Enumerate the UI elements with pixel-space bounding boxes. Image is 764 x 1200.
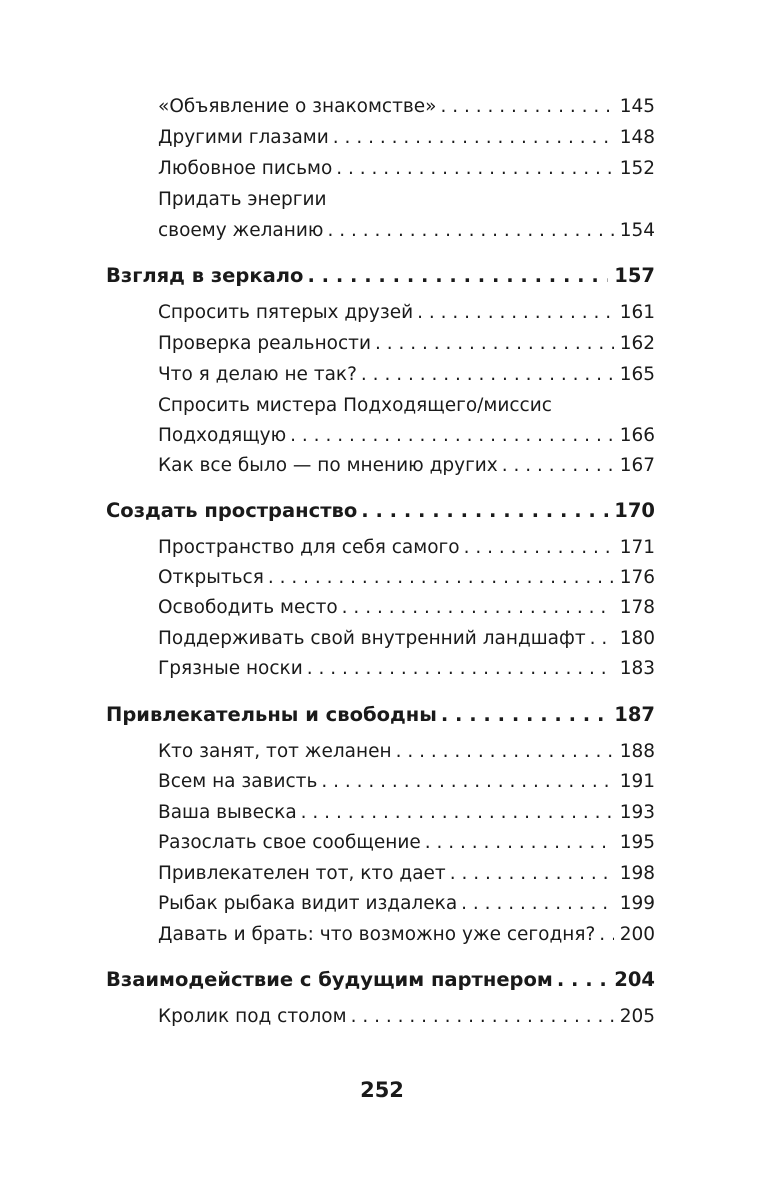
toc-entry [158, 333, 655, 354]
toc-leader-dots [375, 333, 614, 354]
toc-leader-dots [590, 628, 614, 649]
toc-entry-title: Поддерживать свой внутренний ландшафт [158, 628, 586, 649]
toc-entry [158, 96, 655, 117]
toc-entry-title: Разослать свое сообщение [158, 832, 421, 853]
toc-section-page: 204 [614, 968, 655, 991]
toc-entry [158, 924, 655, 945]
toc-leader-dots [327, 220, 613, 241]
toc-entry-page: 145 [619, 96, 655, 117]
toc-entry [158, 302, 655, 323]
toc-leader-dots [268, 567, 614, 588]
toc-leader-dots [396, 741, 614, 762]
toc-entry-page: 165 [619, 364, 655, 385]
toc-entry-page: 166 [619, 425, 655, 446]
toc-entry-title: Другими глазами [158, 127, 329, 148]
toc-entry-page: 198 [619, 863, 655, 884]
toc-section-page: 187 [614, 703, 655, 726]
toc-section [106, 703, 655, 726]
toc-entry-title: своему желанию [158, 220, 324, 241]
toc-entry-title: Всем на зависть [158, 771, 318, 792]
toc-entry-page: 152 [619, 158, 655, 179]
toc-entry [158, 1006, 655, 1027]
toc-entry-page: 205 [619, 1006, 655, 1027]
toc-section-title: Привлекательны и свободны [106, 703, 437, 726]
toc-entry-page: 162 [619, 333, 655, 354]
toc-entry-title: Подходящую [158, 425, 287, 446]
toc-entry [158, 597, 655, 618]
toc-section-page: 170 [614, 499, 655, 522]
toc-entry-title: Спросить пятерых друзей [158, 302, 414, 323]
toc-entry-title: Кто занят, тот желанен [158, 741, 392, 762]
toc-leader-dots [361, 364, 614, 385]
toc-entry-page: 191 [619, 771, 655, 792]
toc-leader-dots [450, 863, 614, 884]
toc-entry [158, 658, 655, 679]
toc-entry-page: 200 [619, 924, 655, 945]
toc-entry [158, 863, 655, 884]
toc-leader-dots [440, 96, 613, 117]
toc-section-title: Взгляд в зеркало [106, 264, 304, 287]
toc-entry-title: Как все было — по мнению других [158, 455, 498, 476]
toc-entry-title: Грязные носки [158, 658, 303, 679]
toc-entry-page: 167 [619, 455, 655, 476]
toc-leader-dots [417, 302, 614, 323]
toc-leader-dots [307, 658, 614, 679]
toc-leader-dots [502, 455, 614, 476]
toc-entry [158, 893, 655, 914]
toc-entry-first-line [158, 189, 655, 210]
toc-entry-title: Проверка реальности [158, 333, 371, 354]
toc-leader-dots [557, 968, 608, 991]
toc-entry [158, 567, 655, 588]
toc-section [106, 264, 655, 287]
toc-entry-page: 195 [619, 832, 655, 853]
toc-entry-title: Привлекателен тот, кто дает [158, 863, 446, 884]
toc-entry [158, 537, 655, 558]
toc-leader-dots [425, 832, 614, 853]
toc-leader-dots [361, 499, 608, 522]
toc-entry [158, 832, 655, 853]
toc-section-title: Создать пространство [106, 499, 358, 522]
toc-entry-page: 180 [619, 628, 655, 649]
toc-entry-page: 193 [619, 802, 655, 823]
toc-entry [158, 127, 655, 148]
toc-entry-page: 183 [619, 658, 655, 679]
toc-entry-page: 148 [619, 127, 655, 148]
toc-entry-page: 176 [619, 567, 655, 588]
toc-entry [158, 425, 655, 446]
toc-entry-title: Пространство для себя самого [158, 537, 460, 558]
toc-entry-title: Кролик под столом [158, 1006, 347, 1027]
toc-entry [158, 220, 655, 241]
toc-entry-first-line [158, 395, 655, 416]
page-number: 252 [360, 1078, 404, 1102]
toc-leader-dots [290, 425, 614, 446]
toc-entry [158, 802, 655, 823]
toc-entry [158, 364, 655, 385]
toc-entry-page: 171 [619, 537, 655, 558]
toc-entry-title: Освободить место [158, 597, 338, 618]
toc-entry-title: Рыбак рыбака видит издалека [158, 893, 458, 914]
toc-entry-page: 199 [619, 893, 655, 914]
toc-entry-title: Что я делаю не так? [158, 364, 357, 385]
toc-entry [158, 158, 655, 179]
toc-leader-dots [351, 1006, 614, 1027]
toc-section-page: 157 [614, 264, 655, 287]
toc-entry-page: 188 [619, 741, 655, 762]
toc-leader-dots [321, 771, 613, 792]
toc-entry-title-line1: Придать энергии [158, 189, 327, 210]
toc-entry [158, 455, 655, 476]
toc-entry-page: 161 [619, 302, 655, 323]
toc-entry-title: «Объявление о знакомстве» [158, 96, 437, 117]
toc-entry [158, 628, 655, 649]
toc-leader-dots [333, 127, 614, 148]
toc-entry-page: 154 [619, 220, 655, 241]
toc-leader-dots [301, 802, 614, 823]
toc-leader-dots [441, 703, 608, 726]
toc-entry-page: 178 [619, 597, 655, 618]
toc-entry-title-line1: Спросить мистера Подходящего/миссис [158, 395, 552, 416]
toc-section-title: Взаимодействие с будущим партнером [106, 968, 553, 991]
toc-leader-dots [307, 264, 608, 287]
toc-leader-dots [599, 924, 613, 945]
toc-leader-dots [342, 597, 614, 618]
toc-entry-title: Давать и брать: что возможно уже сегодня? [158, 924, 596, 945]
toc-section [106, 968, 655, 991]
toc-entry [158, 771, 655, 792]
toc-leader-dots [461, 893, 614, 914]
toc-section [106, 499, 655, 522]
toc-entry-title: Открыться [158, 567, 264, 588]
toc-entry [158, 741, 655, 762]
toc-leader-dots [336, 158, 613, 179]
toc-entry-title: Ваша вывеска [158, 802, 297, 823]
toc-leader-dots [464, 537, 614, 558]
toc-entry-title: Любовное письмо [158, 158, 333, 179]
